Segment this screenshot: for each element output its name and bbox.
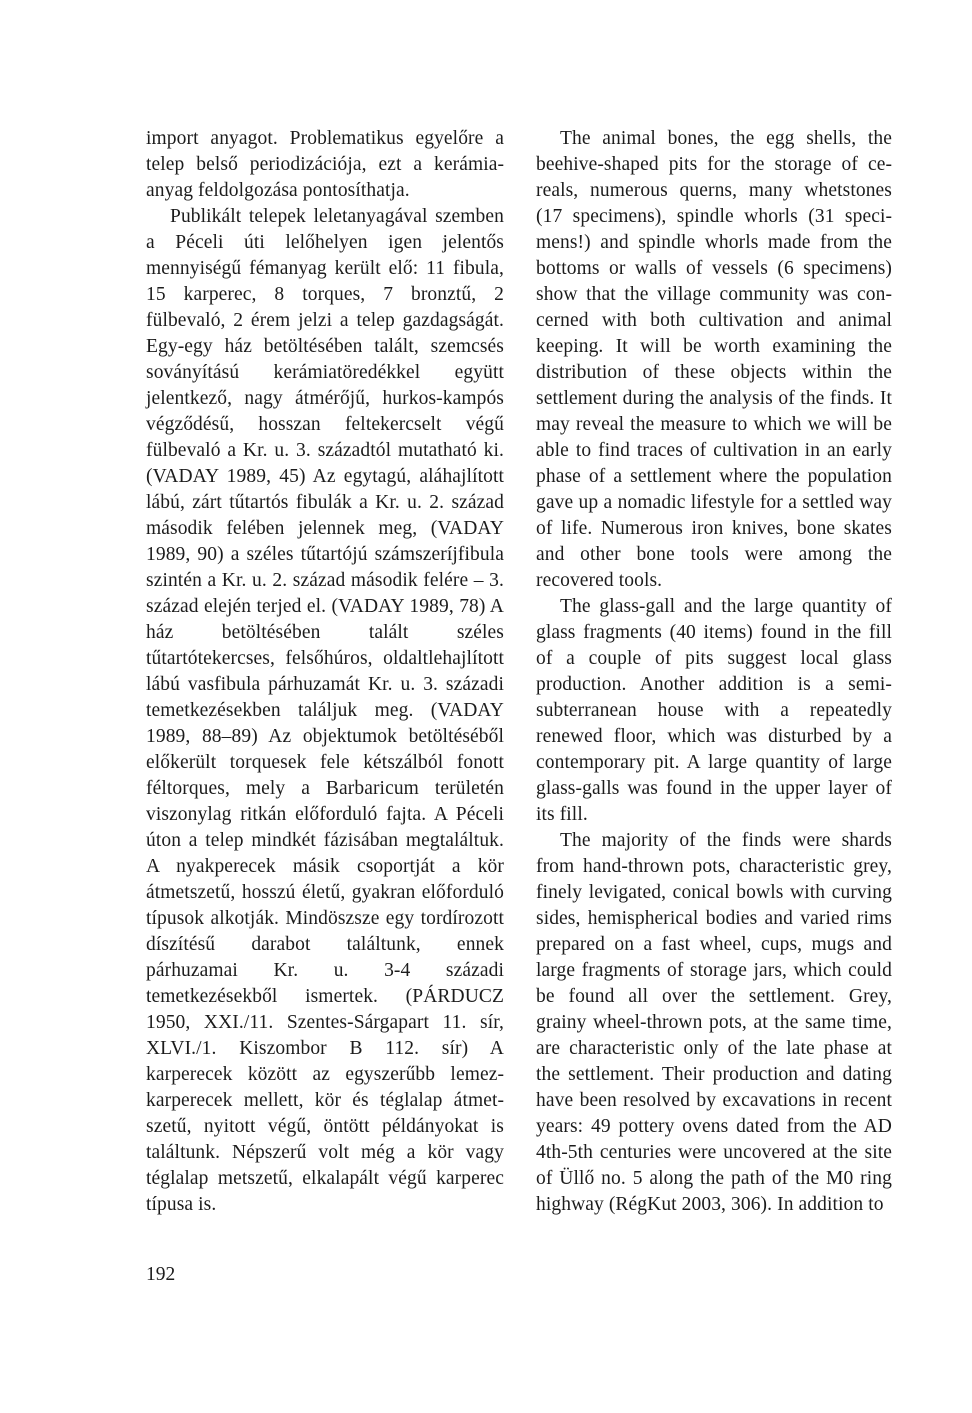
right-paragraph-3: The majority of the finds were shards from hand-thrown pots, characteristic grey, finely levigated, conical bowls with curving sides, hemispherical bodies and varied rims prepared on a fast wheel, cups, mugs and large fragments of storage jars, which could be found all over the settlement. Grey, grainy wheel-thrown pots, at the same time, are characteristic only of the late phase at the settlement. Their production and dating have been resolved by excavations in recent years: 49 pottery ovens dated from the AD 4th-5th centuries were uncovered at the site of Üllő no. 5 along the path of the M0 ring highway (RégKut 2003, 306). In addition to — [536, 830, 892, 1215]
right-paragraph-1: The animal bones, the egg shells, the beehive-shaped pits for the storage of cereals, numerous querns, many whetstones (17 specimens), spindle whorls (31 specimens!) and spindle whorls made from the bottoms or walls of vessels (6 specimens) show that the village community was concerned with both cultivation and animal keeping. It will be worth examining the distribution of these objects within the settlement during the analysis of the finds. It may reveal the measure to which we will be able to find traces of cultivation in an early phase of a settlement where the population gave up a nomadic lifestyle for a settled way of life. Numerous iron knives, bone skates and other bone tools were among the recovered tools. — [536, 128, 892, 591]
left-paragraph-2: Publikált telepek leletanyagával szemben a Péceli úti lelőhelyen igen jelentős mennyiségű fémanyag került elő: 11 fibula, 15 karperec, 8 torques, 7 bronztű, 2 fülbevaló, 2 érem jelzi a telep gazdagságát. Egy-egy ház betöltésében talált, szemcsés soványítású kerámiatöredékkel együtt jelentkező, nagy átmérőjű, hurkos-kampós végződésű, hosszan feltekercselt végű fülbevaló a Kr. u. 3. századtól mutatható ki. (VADAY 1989, 45) Az egytagú, aláhajlított lábú, zárt tűtartós fibulák a Kr. u. 2. század második felében jelennek meg, (VADAY 1989, 90) a széles tűtartójú számszeríjfibula szintén a Kr. u. 2. század második felére – 3. század elején terjed el. (VADAY 1989, 78) A ház betöltésében talált széles tűtartótekercses, felsőhúros, oldaltlehajlított lábú vasfibula párhuzamát Kr. u. 3. századi temetkezésekben találjuk meg. (VADAY 1989, 88–89) Az objektumok betöltéséből előkerült torquesek fele kétszálból fonott féltorques, mely a Barbaricum területén viszonylag ritkán előforduló fajta. A Péceli úton a telep mindkét fázisában megtaláltuk. A nyakperecek másik csoportját a kör átmetszetű, hosszú életű, gyakran előforduló típusok alkotják. Mindöszsze egy tordírozott díszítésű darabot találtunk, ennek párhuzamai Kr. u. 3-4 századi temetkezésekből ismertek. (PÁRDUCZ 1950, XXI./11. Szentes-Sárgapart 11. sír, XLVI./1. Kiszombor B 112. sír) A karperecek között az egyszerűbb lemezkarperecek mellett, kör és téglalap átmetszetű, nyitott végű, öntött példányokat is találtunk. Népszerű volt még a kör vagy téglalap metszetű, elkalapált végű karperec típusa is. — [146, 206, 504, 1215]
right-column-english — [536, 126, 892, 1218]
page-number: 192 — [146, 1264, 176, 1285]
right-paragraph-2: The glass-gall and the large quantity of glass fragments (40 items) found in the fill of a couple of pits suggest local glass production. Another addition is a semi-subterranean house with a repeatedly renewed floor, which was disturbed by a contemporary pit. A large quantity of large glass-galls was found in the upper layer of its fill. — [536, 596, 892, 825]
left-column-hungarian — [146, 126, 504, 1218]
left-paragraph-1: import anyagot. Problematikus egyelőre a telep belső periodizációja, ezt a kerámiaanyag feldolgozása pontosíthatja. — [146, 128, 504, 201]
